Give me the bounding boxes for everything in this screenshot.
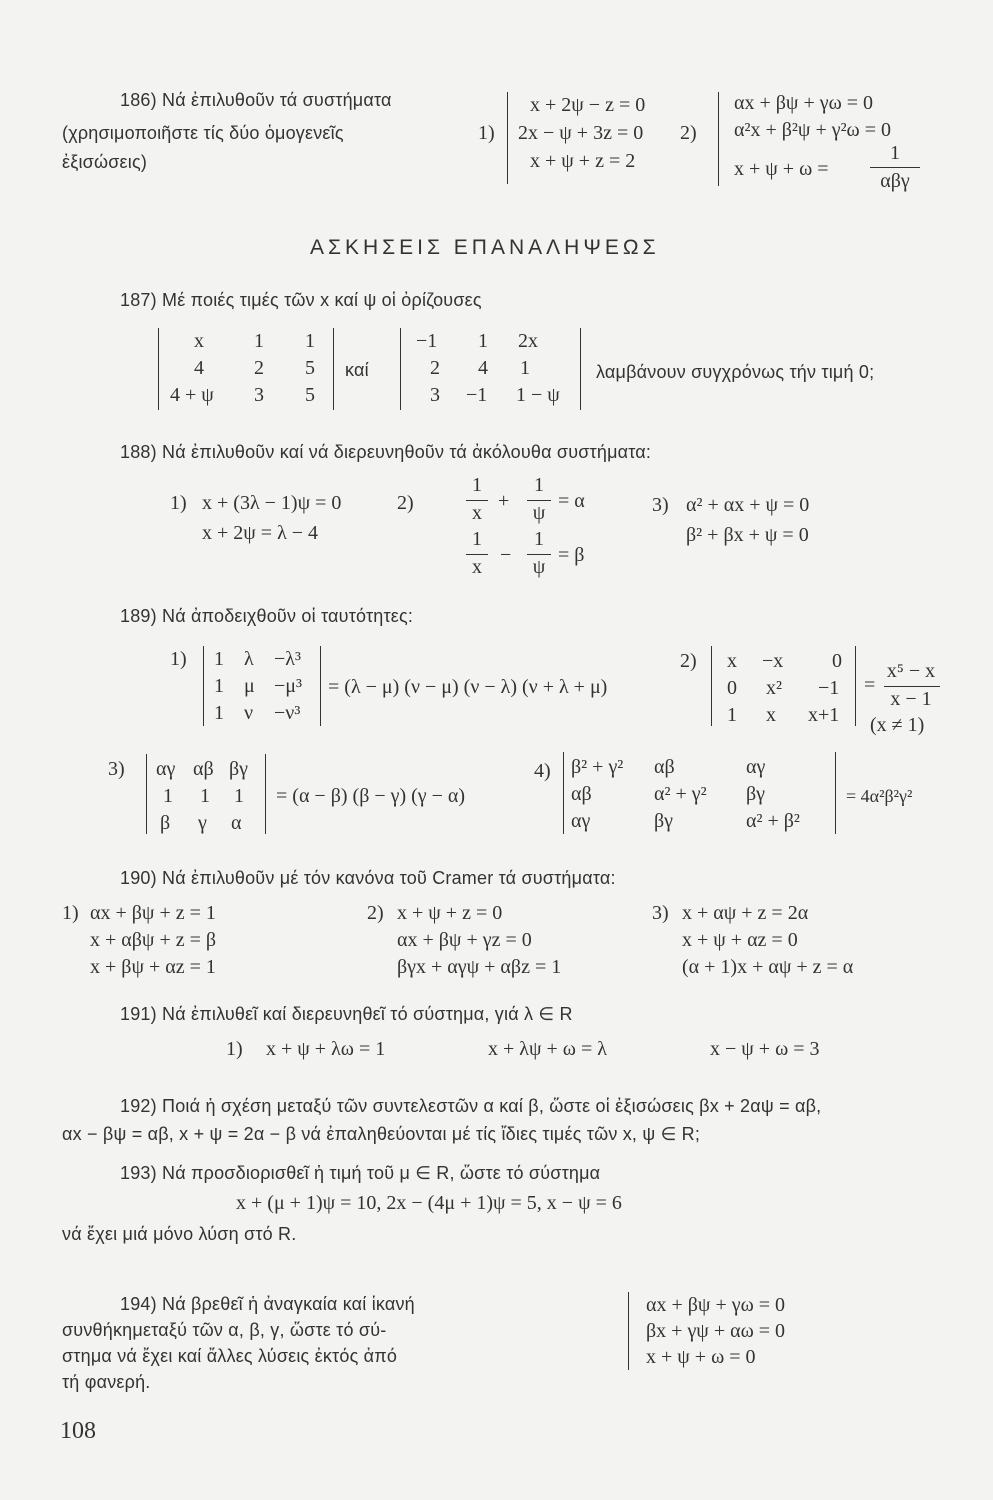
system-2-label: 2) <box>367 902 384 924</box>
matrix-cell: x <box>727 650 737 672</box>
matrix-cell: 1 <box>254 330 264 352</box>
matrix-cell: 1 <box>214 675 224 697</box>
determinant-bar <box>400 328 401 410</box>
system-1-label: 1) <box>170 492 187 514</box>
equation: αx + βψ + γz = 0 <box>397 929 532 951</box>
operator: + <box>498 490 510 512</box>
system-3-label: 3) <box>652 494 669 516</box>
matrix-cell: αβ <box>654 756 675 778</box>
matrix-cell: 0 <box>832 650 842 672</box>
matrix-cell: 3 <box>254 384 264 406</box>
equation: x + 2ψ = λ − 4 <box>202 522 319 544</box>
equation: αx + βψ + z = 1 <box>90 902 216 924</box>
system-2-label: 2) <box>397 492 414 514</box>
system-brace <box>628 1292 629 1370</box>
fraction-denominator: αβγ <box>880 170 910 192</box>
determinant-bar <box>580 328 581 410</box>
equation: β² + βx + ψ = 0 <box>686 524 809 546</box>
matrix-cell: x² <box>766 677 782 699</box>
matrix-cell: 1 <box>214 702 224 724</box>
equation: x + 2ψ − z = 0 <box>530 94 646 116</box>
exercise-194-text-cont: τή φανερή. <box>62 1372 151 1392</box>
matrix-cell: −1 <box>818 677 840 699</box>
matrix-cell: 1 <box>214 648 224 670</box>
equation: x + ψ + ω = 0 <box>646 1346 756 1368</box>
system-1-label: 1) <box>478 122 495 144</box>
fraction-denominator: x <box>472 556 482 578</box>
fraction-numerator: 1 <box>472 528 482 550</box>
matrix-cell: βγ <box>229 758 249 780</box>
system-brace <box>507 92 508 184</box>
identity-4-label: 4) <box>534 760 551 782</box>
matrix-cell: βγ <box>654 810 674 832</box>
matrix-cell: ν <box>244 702 254 724</box>
matrix-cell: 5 <box>305 357 315 379</box>
fraction-bar <box>884 686 940 687</box>
equation: x + ψ + λω = 1 <box>266 1038 386 1060</box>
system-3-label: 3) <box>652 902 669 924</box>
matrix-cell: −ν³ <box>274 702 301 724</box>
fraction-bar <box>527 500 551 501</box>
identity-rhs: = (α − β) (β − γ) (γ − α) <box>276 785 466 807</box>
matrix-cell: 2x <box>518 330 538 352</box>
exercise-186-hint-cont: ἐξισώσεις) <box>62 152 148 172</box>
matrix-cell: x <box>766 704 776 726</box>
equation: 2x − ψ + 3z = 0 <box>518 122 644 144</box>
equation: α² + αx + ψ = 0 <box>686 494 810 516</box>
fraction-denominator: x − 1 <box>890 688 932 710</box>
matrix-cell: αβ <box>571 783 592 805</box>
matrix-cell: −λ³ <box>274 648 301 670</box>
identity-3-label: 3) <box>108 758 125 780</box>
system-2-label: 2) <box>680 122 697 144</box>
exercise-187-question: λαμβάνουν συγχρόνως τήν τιμή 0; <box>596 362 875 382</box>
exercise-191-title: 191) Νά ἐπιλυθεῖ καί διερευνηθεῖ τό σύστημα, γιά λ ∈ R <box>120 1004 573 1024</box>
equation: (α + 1)x + αψ + z = α <box>682 956 854 978</box>
determinant-bar <box>320 646 321 726</box>
matrix-cell: γ <box>198 812 207 834</box>
determinant-bar <box>711 646 712 726</box>
equation: x + ψ + z = 0 <box>397 902 503 924</box>
equation: x + αψ + z = 2α <box>682 902 809 924</box>
fraction-numerator: x⁵ − x <box>886 660 936 682</box>
equation-rhs: = α <box>558 490 585 512</box>
system-brace <box>718 92 719 186</box>
exercise-194-text: 194) Νά βρεθεῖ ἡ ἀναγκαία καί ἱκανή <box>120 1294 415 1314</box>
fraction-bar <box>527 554 551 555</box>
exercise-193-text: 193) Νά προσδιορισθεῖ ἡ τιμή τοῦ μ ∈ R, ὥστε τό σύστημα <box>120 1163 601 1183</box>
matrix-cell: αγ <box>746 756 766 778</box>
fraction-bar <box>466 500 488 501</box>
matrix-cell: α² + β² <box>746 810 800 832</box>
exercise-192-text-cont: αx − βψ = αβ, x + ψ = 2α − β νά ἐπαληθεύονται μέ τίς ἴδιες τιμές τῶν x, ψ ∈ R; <box>62 1124 701 1144</box>
equation: αx + βψ + γω = 0 <box>646 1294 786 1316</box>
equation: x + (μ + 1)ψ = 10, 2x − (4μ + 1)ψ = 5, x − ψ = 6 <box>236 1192 622 1214</box>
exercise-188-title: 188) Νά ἐπιλυθοῦν καί νά διερευνηθοῦν τά ἀκόλουθα συστήματα: <box>120 442 652 462</box>
equation: x + (3λ − 1)ψ = 0 <box>202 492 342 514</box>
fraction-numerator: 1 <box>534 528 544 550</box>
matrix-cell: αγ <box>571 810 591 832</box>
determinant-bar <box>333 328 334 410</box>
determinant-bar <box>158 328 159 410</box>
matrix-cell: 2 <box>430 357 440 379</box>
exercise-189-title: 189) Νά ἀποδειχθοῦν οἱ ταυτότητες: <box>120 606 414 626</box>
matrix-cell: x+1 <box>808 704 840 726</box>
determinant-bar <box>855 646 856 726</box>
matrix-cell: 1 − ψ <box>516 384 560 406</box>
matrix-cell: 0 <box>727 677 737 699</box>
matrix-cell: αβ <box>193 758 214 780</box>
matrix-cell: x <box>194 330 204 352</box>
exercise-186-title: 186) Νά ἐπιλυθοῦν τά συστήματα <box>120 90 392 110</box>
matrix-cell: −μ³ <box>274 675 302 697</box>
condition: (x ≠ 1) <box>870 714 925 736</box>
matrix-cell: −1 <box>416 330 438 352</box>
matrix-cell: 1 <box>234 785 244 807</box>
matrix-cell: μ <box>244 675 255 697</box>
matrix-cell: α² + γ² <box>654 783 707 805</box>
equation: α²x + β²ψ + γ²ω = 0 <box>734 119 892 141</box>
equation: x + ψ + αz = 0 <box>682 929 798 951</box>
matrix-cell: 2 <box>254 357 264 379</box>
exercise-187-title: 187) Μέ ποιές τιμές τῶν x καί ψ οἱ ὀρίζουσες <box>120 290 482 310</box>
fraction-bar <box>870 167 920 168</box>
identity-rhs: = (λ − μ) (ν − μ) (ν − λ) (ν + λ + μ) <box>328 676 608 698</box>
operator: − <box>500 544 512 566</box>
determinant-bar <box>265 754 266 834</box>
identity-rhs: = 4α²β²γ² <box>846 786 913 806</box>
equation: αx + βψ + γω = 0 <box>734 92 874 114</box>
equation: x + ψ + z = 2 <box>530 150 636 172</box>
fraction-numerator: 1 <box>890 142 900 164</box>
exercise-186-hint: (χρησιμοποιῆστε τίς δύο ὁμογενεῖς <box>62 123 344 143</box>
exercise-194-text-cont: συνθήκημεταξύ τῶν α, β, γ, ὥστε τό σύ- <box>62 1320 387 1340</box>
matrix-cell: α <box>231 812 242 834</box>
equation: x − ψ + ω = 3 <box>710 1038 820 1060</box>
matrix-cell: 1 <box>305 330 315 352</box>
exercise-194-text-cont: στημα νά ἔχει καί ἄλλες λύσεις ἐκτός ἀπό <box>62 1346 398 1366</box>
matrix-cell: 4 <box>194 357 204 379</box>
matrix-cell: λ <box>244 648 254 670</box>
matrix-cell: βγ <box>746 783 766 805</box>
determinant-bar <box>203 646 204 726</box>
exercise-190-title: 190) Νά ἐπιλυθοῦν μέ τόν κανόνα τοῦ Cramer τά συστήματα: <box>120 868 616 888</box>
equation: x + λψ + ω = λ <box>488 1038 607 1060</box>
fraction-numerator: 1 <box>534 474 544 496</box>
determinant-bar <box>563 752 564 834</box>
determinant-bar <box>146 754 147 834</box>
system-1-label: 1) <box>226 1038 243 1060</box>
matrix-cell: 4 <box>478 357 488 379</box>
matrix-cell: β <box>160 812 171 834</box>
exercise-193-text-cont: νά ἔχει μιά μόνο λύση στό R. <box>62 1224 297 1244</box>
equation: x + βψ + αz = 1 <box>90 956 216 978</box>
fraction-bar <box>466 554 488 555</box>
matrix-cell: 4 + ψ <box>170 384 214 406</box>
conjunction: καί <box>345 360 369 380</box>
page-number: 108 <box>60 1418 96 1444</box>
operator: = <box>864 674 876 696</box>
matrix-cell: αγ <box>156 758 176 780</box>
exercise-192-text: 192) Ποιά ἡ σχέση μεταξύ τῶν συντελεστῶν α καί β, ὥστε οἱ ἐξισώσεις βx + 2αψ = αβ, <box>120 1096 822 1116</box>
matrix-cell: 1 <box>478 330 488 352</box>
matrix-cell: 1 <box>163 785 173 807</box>
section-heading: ΑΣΚΗΣΕΙΣ ΕΠΑΝΑΛΗΨΕΩΣ <box>310 236 660 259</box>
identity-2-label: 2) <box>680 650 697 672</box>
fraction-denominator: ψ <box>532 502 546 524</box>
system-1-label: 1) <box>62 902 79 924</box>
matrix-cell: β² + γ² <box>571 756 624 778</box>
equation-rhs: = β <box>558 544 585 566</box>
determinant-bar <box>835 752 836 834</box>
equation: βx + γψ + αω = 0 <box>646 1320 786 1342</box>
equation: βγx + αγψ + αβz = 1 <box>397 956 562 978</box>
equation: x + αβψ + z = β <box>90 929 217 951</box>
matrix-cell: 1 <box>520 357 530 379</box>
identity-1-label: 1) <box>170 648 187 670</box>
matrix-cell: −1 <box>466 384 488 406</box>
fraction-numerator: 1 <box>472 474 482 496</box>
matrix-cell: 1 <box>200 785 210 807</box>
matrix-cell: 1 <box>727 704 737 726</box>
fraction-denominator: ψ <box>532 556 546 578</box>
matrix-cell: −x <box>762 650 784 672</box>
matrix-cell: 5 <box>305 384 315 406</box>
matrix-cell: 3 <box>430 384 440 406</box>
fraction-denominator: x <box>472 502 482 524</box>
equation: x + ψ + ω = <box>734 158 829 180</box>
